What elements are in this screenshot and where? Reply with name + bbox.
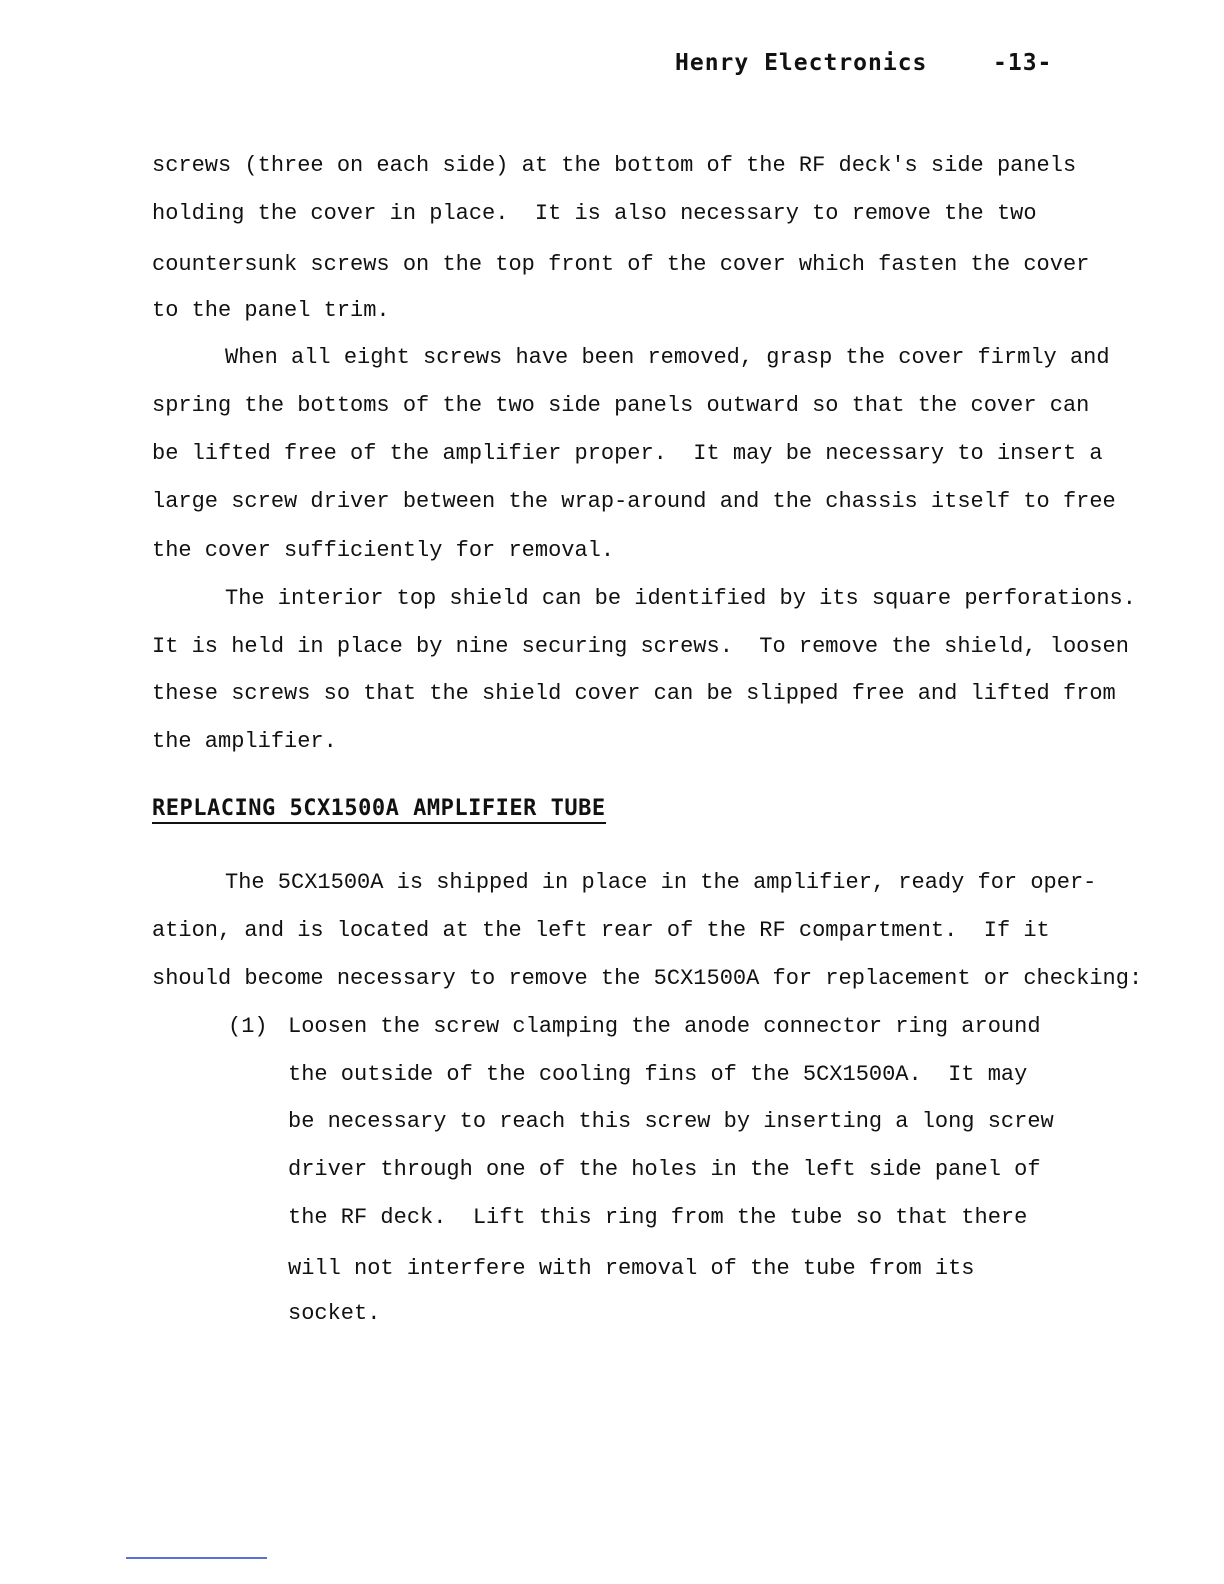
text-line: It is held in place by nine securing screws. To remove the shield, loosen bbox=[152, 634, 1129, 659]
text-line: these screws so that the shield cover can be slipped free and lifted from bbox=[152, 681, 1116, 706]
text-line: screws (three on each side) at the bottom of the RF deck's side panels bbox=[152, 153, 1077, 178]
text-line: should become necessary to remove the 5CX1500A for replacement or checking: bbox=[152, 966, 1143, 991]
text-line: ation, and is located at the left rear of the RF compartment. If it bbox=[152, 918, 1050, 943]
text-line: socket. bbox=[288, 1301, 381, 1326]
step-marker: (1) bbox=[228, 1014, 268, 1039]
text-line: When all eight screws have been removed, grasp the cover firmly and bbox=[225, 345, 1110, 370]
header-page-number: -13- bbox=[993, 50, 1053, 76]
text-line: to the panel trim. bbox=[152, 298, 390, 323]
text-line: will not interfere with removal of the tube from its bbox=[288, 1256, 975, 1281]
page-header bbox=[675, 50, 1053, 154]
text-line: driver through one of the holes in the left side panel of bbox=[288, 1157, 1041, 1182]
text-line: the RF deck. Lift this ring from the tube so that there bbox=[288, 1205, 1028, 1230]
section-heading: REPLACING 5CX1500A AMPLIFIER TUBE bbox=[152, 796, 606, 824]
header-company: Henry Electronics bbox=[675, 50, 928, 76]
text-line: be necessary to reach this screw by inserting a long screw bbox=[288, 1109, 1054, 1134]
text-line: the cover sufficiently for removal. bbox=[152, 538, 615, 563]
text-line: holding the cover in place. It is also necessary to remove the two bbox=[152, 201, 1037, 226]
text-line: the outside of the cooling fins of the 5CX1500A. It may bbox=[288, 1062, 1028, 1087]
text-line: Loosen the screw clamping the anode connector ring around bbox=[288, 1014, 1041, 1039]
text-line: The interior top shield can be identified by its square perforations. bbox=[225, 586, 1136, 611]
text-line: countersunk screws on the top front of the cover which fasten the cover bbox=[152, 252, 1090, 277]
text-line: large screw driver between the wrap-around and the chassis itself to free bbox=[152, 489, 1116, 514]
text-line: spring the bottoms of the two side panels outward so that the cover can bbox=[152, 393, 1090, 418]
text-line: The 5CX1500A is shipped in place in the amplifier, ready for oper- bbox=[225, 870, 1097, 895]
text-line: the amplifier. bbox=[152, 729, 337, 754]
footer-rule bbox=[126, 1557, 267, 1559]
text-line: be lifted free of the amplifier proper. It may be necessary to insert a bbox=[152, 441, 1103, 466]
